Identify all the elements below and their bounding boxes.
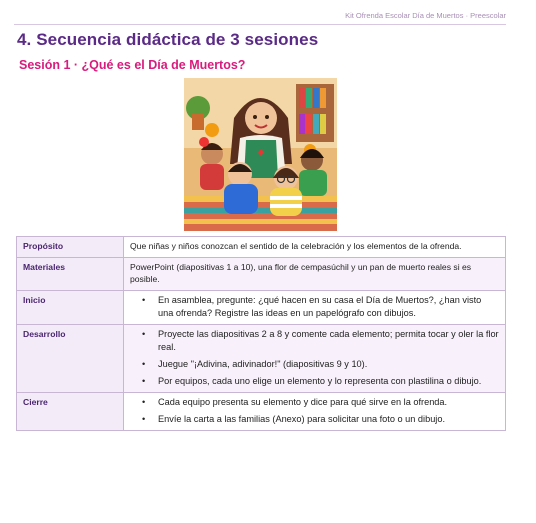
row-list-cell bbox=[124, 290, 506, 324]
list-item: • Proyecte las diapositivas 2 a 8 y comente cada elemento; permita tocar y oler la flor real. bbox=[150, 328, 499, 354]
table-row bbox=[17, 324, 506, 392]
header-divider bbox=[14, 24, 506, 25]
bullet-list bbox=[130, 294, 499, 320]
row-label: Desarrollo bbox=[17, 324, 124, 392]
row-label: Materiales bbox=[17, 257, 124, 290]
row-text: PowerPoint (diapositivas 1 a 10), una flor de cempasúchil y un pan de muerto reales si es posible. bbox=[124, 257, 506, 290]
bullet-list bbox=[130, 396, 499, 426]
list-item: • Cada equipo presenta su elemento y dice para qué sirve en la ofrenda. bbox=[150, 396, 499, 409]
row-label: Propósito bbox=[17, 237, 124, 258]
teacher-with-children-illustration bbox=[184, 78, 337, 231]
list-item: • Por equipos, cada uno elige un elemento y lo representa con plastilina o dibujo. bbox=[150, 375, 499, 388]
table-row bbox=[17, 237, 506, 258]
section-title: 4. Secuencia didáctica de 3 sesiones bbox=[17, 30, 319, 49]
list-item: • Envíe la carta a las familias (Anexo) para solicitar una foto o un dibujo. bbox=[150, 413, 499, 426]
list-item: • Juegue "¡Adivina, adivinador!" (diapositivas 9 y 10). bbox=[150, 358, 499, 371]
table-row bbox=[17, 290, 506, 324]
kit-header: Kit Ofrenda Escolar Día de Muertos · Preescolar bbox=[345, 11, 506, 20]
row-list-cell bbox=[124, 324, 506, 392]
list-item: • En asamblea, pregunte: ¿qué hacen en su casa el Día de Muertos?, ¿han visto una ofrenda? Registre las ideas en un papelógrafo con dibujos. bbox=[150, 294, 499, 320]
row-list-cell bbox=[124, 392, 506, 430]
bullet-list bbox=[130, 328, 499, 388]
row-label: Inicio bbox=[17, 290, 124, 324]
row-text: Que niñas y niños conozcan el sentido de la celebración y los elementos de la ofrenda. bbox=[124, 237, 506, 258]
row-label: Cierre bbox=[17, 392, 124, 430]
table-row bbox=[17, 392, 506, 430]
table-row bbox=[17, 257, 506, 290]
session-title: Sesión 1 · ¿Qué es el Día de Muertos? bbox=[19, 58, 246, 72]
session-table bbox=[16, 236, 506, 431]
